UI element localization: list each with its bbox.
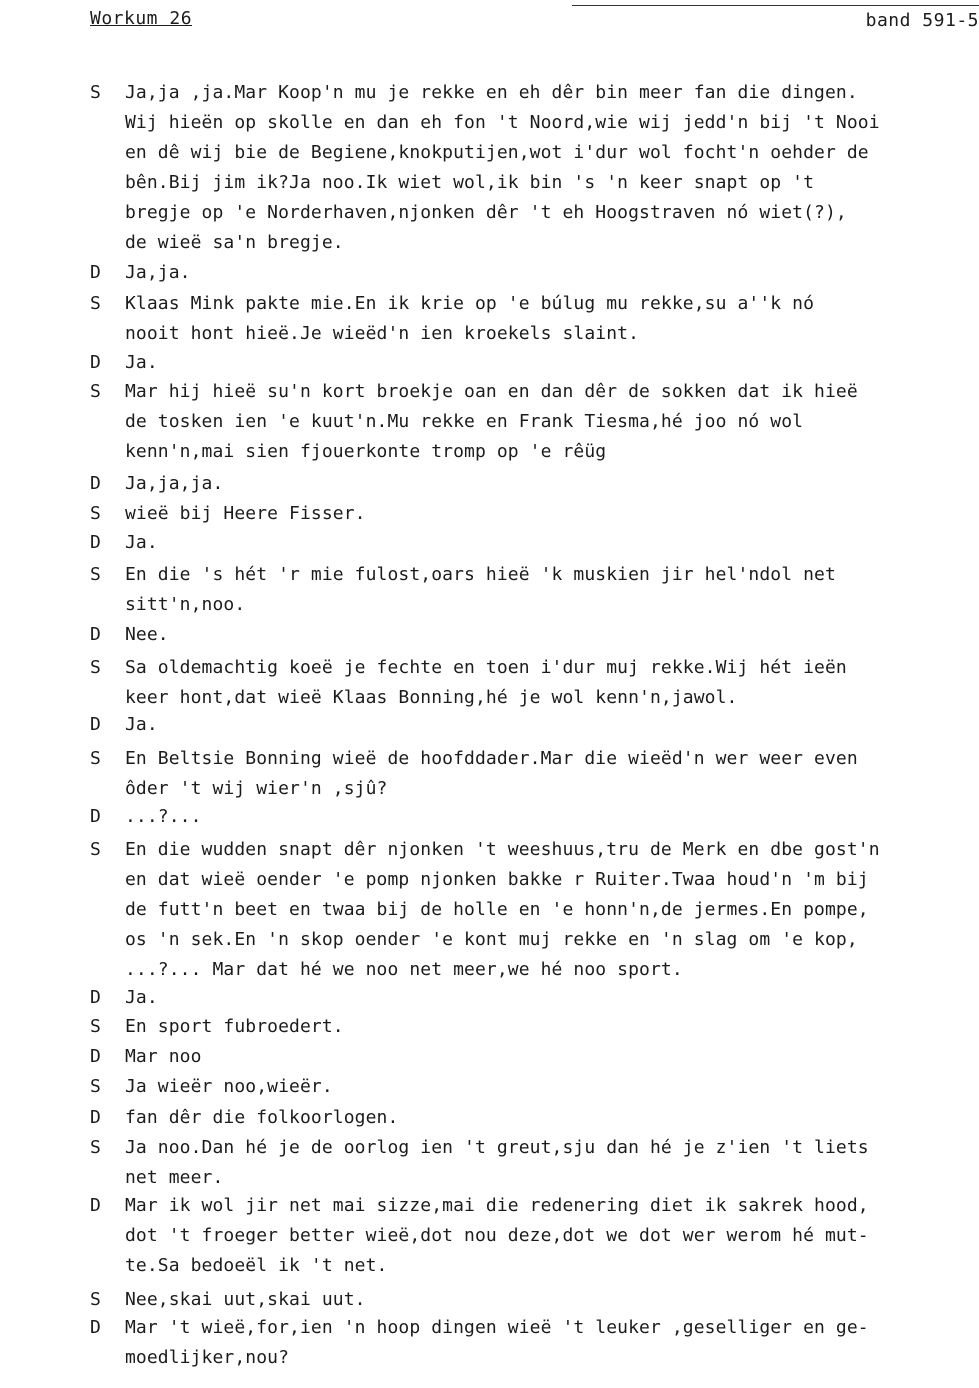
utterance-line: Sa oldemachtig koeë je fechte en toen i'dur muj rekke.Wij hét ieën xyxy=(125,657,847,678)
utterance-line: en dê wij bie de Begiene,knokputijen,wot i'dur wol focht'n oehder de xyxy=(125,142,869,163)
utterance-line: os 'n sek.En 'n skop oender 'e kont muj rekke en 'n slag om 'e kop, xyxy=(125,929,858,950)
utterance-line: de futt'n beet en twaa bij de holle en 'e honn'n,de jermes.En pompe, xyxy=(125,899,869,920)
speaker-label: S xyxy=(90,1289,101,1310)
speaker-label: D xyxy=(90,1107,101,1128)
utterance-line: En die 's hét 'r mie fulost,oars hieë 'k muskien jir hel'ndol net xyxy=(125,564,836,585)
utterance-line: Wij hieën op skolle en dan eh fon 't Noord,wie wij jedd'n bij 't Nooi xyxy=(125,112,880,133)
utterance-line: Nee. xyxy=(125,624,169,645)
utterance-line: de tosken ien 'e kuut'n.Mu rekke en Frank Tiesma,hé joo nó wol xyxy=(125,411,804,432)
utterance-line: En Beltsie Bonning wieë de hoofddader.Mar die wieëd'n wer weer even xyxy=(125,748,858,769)
utterance-line: Mar noo xyxy=(125,1046,202,1067)
utterance-line: Ja. xyxy=(125,532,158,553)
speaker-label: D xyxy=(90,987,101,1008)
utterance-line: en dat wieë oender 'e pomp njonken bakke r Ruiter.Twaa houd'n 'm bij xyxy=(125,869,869,890)
utterance-line: Ja,ja ,ja.Mar Koop'n mu je rekke en eh dêr bin meer fan die dingen. xyxy=(125,82,858,103)
utterance-line: ôder 't wij wier'n ,sjû? xyxy=(125,778,388,799)
utterance-line: En die wudden snapt dêr njonken 't weeshuus,tru de Merk en dbe gost'n xyxy=(125,839,880,860)
utterance-line: Ja. xyxy=(125,352,158,373)
utterance-line: moedlijker,nou? xyxy=(125,1347,290,1368)
utterance-line: Ja,ja,ja. xyxy=(125,473,224,494)
speaker-label: S xyxy=(90,564,101,585)
speaker-label: S xyxy=(90,503,101,524)
speaker-label: D xyxy=(90,806,101,827)
utterance-line: Ja wieër noo,wieër. xyxy=(125,1076,333,1097)
utterance-line: Ja. xyxy=(125,987,158,1008)
speaker-label: D xyxy=(90,624,101,645)
speaker-label: D xyxy=(90,473,101,494)
utterance-line: Nee,skai uut,skai uut. xyxy=(125,1289,366,1310)
utterance-line: nooit hont hieë.Je wieëd'n ien kroekels slaint. xyxy=(125,323,640,344)
speaker-label: D xyxy=(90,532,101,553)
utterance-line: dot 't froeger better wieë,dot nou deze,dot we dot wer werom hé mut- xyxy=(125,1225,869,1246)
speaker-label: S xyxy=(90,1016,101,1037)
speaker-label: S xyxy=(90,748,101,769)
header-location: Workum 26 xyxy=(90,8,193,29)
utterance-line: Ja,ja. xyxy=(125,262,191,283)
utterance-line: Mar 't wieë,for,ien 'n hoop dingen wieë 't leuker ,geselliger en ge- xyxy=(125,1317,869,1338)
utterance-line: Klaas Mink pakte mie.En ik krie op 'e búlug mu rekke,su a''k nó xyxy=(125,293,815,314)
speaker-label: D xyxy=(90,1046,101,1067)
utterance-line: de wieë sa'n bregje. xyxy=(125,232,344,253)
speaker-label: D xyxy=(90,714,101,735)
utterance-line: bregje op 'e Norderhaven,njonken dêr 't eh Hoogstraven nó wiet(?), xyxy=(125,202,847,223)
speaker-label: S xyxy=(90,381,101,402)
header-tape-number: band 591-5 xyxy=(865,10,979,31)
utterance-line: Mar hij hieë su'n kort broekje oan en dan dêr de sokken dat ik hieë xyxy=(125,381,858,402)
utterance-line: Ja noo.Dan hé je de oorlog ien 't greut,sju dan hé je z'ien 't liets xyxy=(125,1137,869,1158)
speaker-label: D xyxy=(90,1317,101,1338)
utterance-line: bên.Bij jim ik?Ja noo.Ik wiet wol,ik bin 's 'n keer snapt op 't xyxy=(125,172,815,193)
utterance-line: sitt'n,noo. xyxy=(125,594,246,615)
utterance-line: net meer. xyxy=(125,1167,224,1188)
utterance-line: te.Sa bedoeël ik 't net. xyxy=(125,1255,388,1276)
utterance-line: Ja. xyxy=(125,714,158,735)
speaker-label: S xyxy=(90,839,101,860)
utterance-line: keer hont,dat wieë Klaas Bonning,hé je wol kenn'n,jawol. xyxy=(125,687,738,708)
speaker-label: S xyxy=(90,293,101,314)
utterance-line: Mar ik wol jir net mai sizze,mai die redenering diet ik sakrek hood, xyxy=(125,1195,869,1216)
utterance-line: kenn'n,mai sien fjouerkonte tromp op 'e rêüg xyxy=(125,441,607,462)
speaker-label: D xyxy=(90,1195,101,1216)
speaker-label: S xyxy=(90,1137,101,1158)
speaker-label: D xyxy=(90,352,101,373)
utterance-line: ...?... Mar dat hé we noo net meer,we hé noo sport. xyxy=(125,959,683,980)
header-rule xyxy=(572,5,979,6)
speaker-label: D xyxy=(90,262,101,283)
speaker-label: S xyxy=(90,82,101,103)
utterance-line: ...?... xyxy=(125,806,202,827)
speaker-label: S xyxy=(90,1076,101,1097)
utterance-line: wieë bij Heere Fisser. xyxy=(125,503,366,524)
utterance-line: fan dêr die folkoorlogen. xyxy=(125,1107,399,1128)
utterance-line: En sport fubroedert. xyxy=(125,1016,344,1037)
speaker-label: S xyxy=(90,657,101,678)
